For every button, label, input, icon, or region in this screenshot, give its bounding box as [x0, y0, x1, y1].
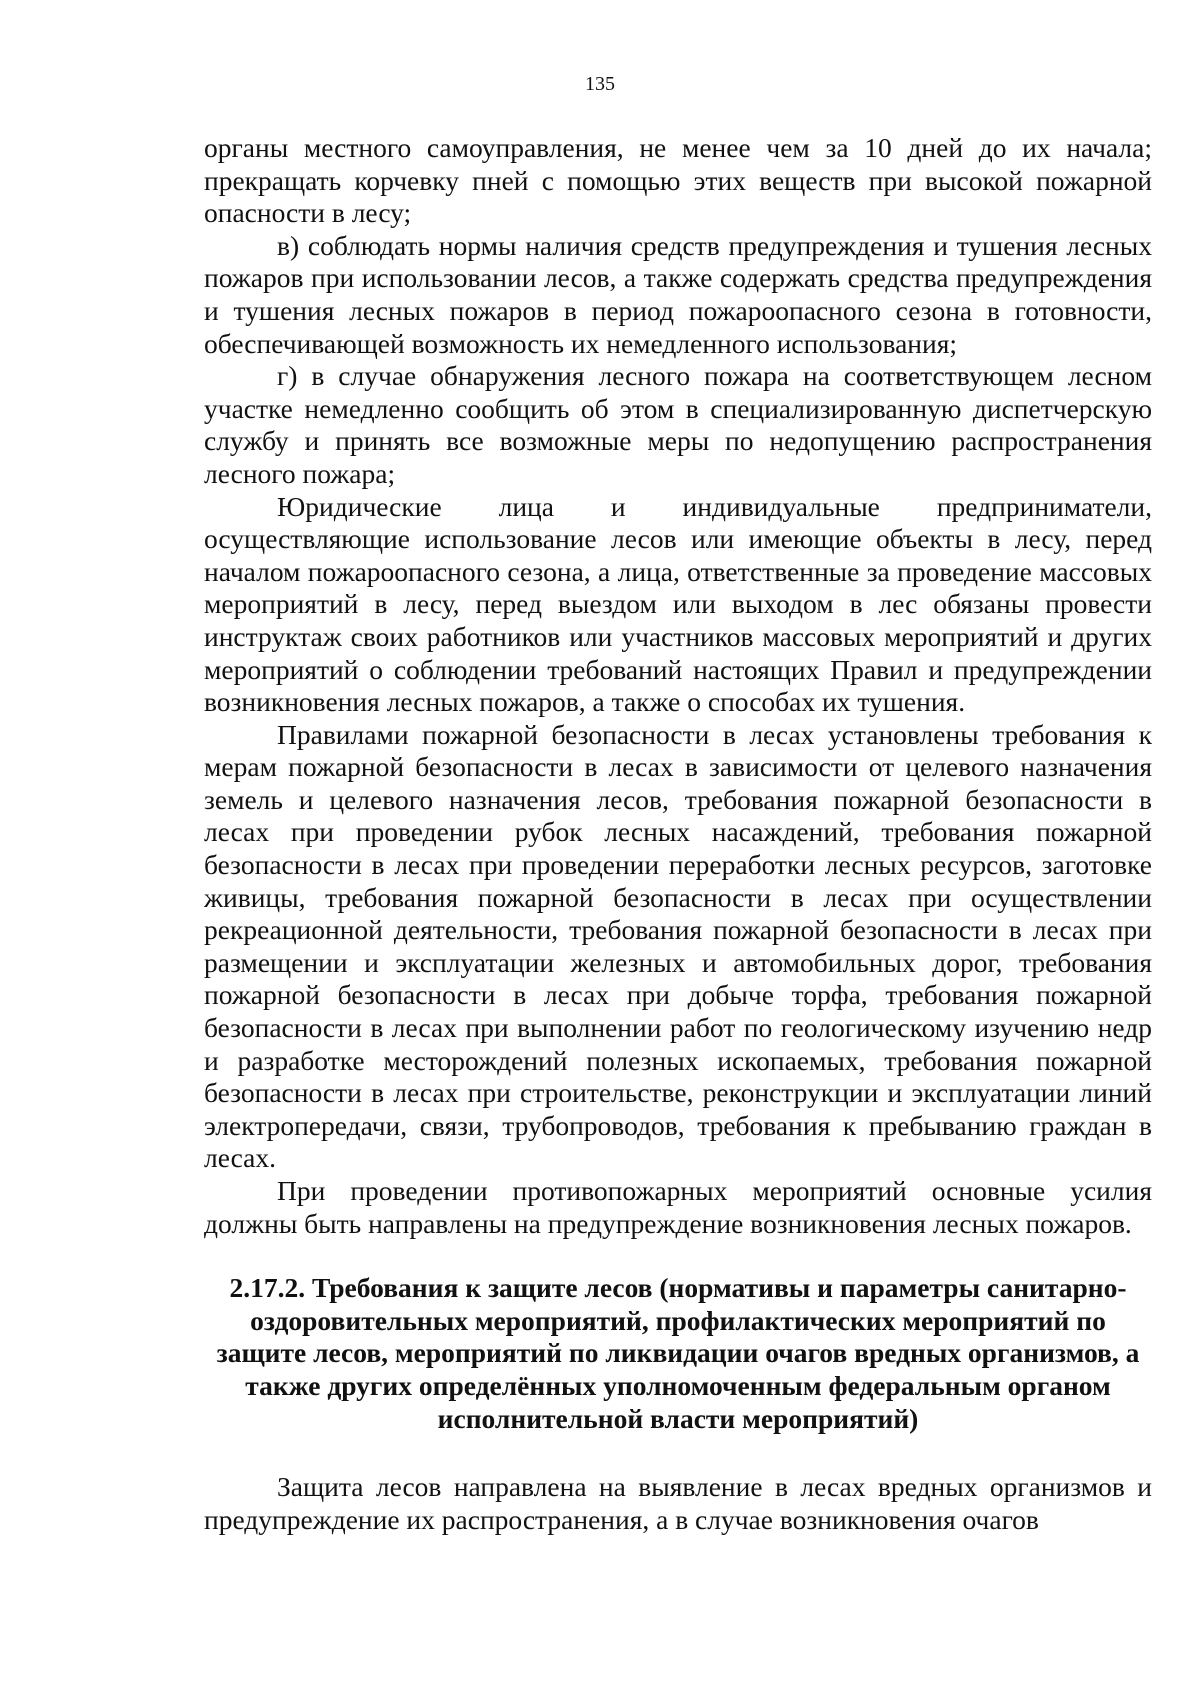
paragraph-forest-protection: Защита лесов направлена на выявление в лесах вредных организмов и предупреждение их распространения, а в случае возникновения очагов	[204, 1471, 1152, 1535]
paragraph-continuation: органы местного самоуправления, не менее чем за 10 дней до их начала; прекращать корчевку пней с помощью этих веществ при высокой пожарной опасности в лесу;	[204, 132, 1152, 229]
paragraph-item-g: г) в случае обнаружения лесного пожара на соответствующем лесном участке немедленно сообщить об этом в специализированную диспетчерскую службу и принять все возможные меры по недопущению распространения лесного пожара;	[204, 360, 1152, 489]
paragraph-item-v: в) соблюдать нормы наличия средств предупреждения и тушения лесных пожаров при использовании лесов, а также содержать средства предупреждения и тушения лесных пожаров в период пожароопасного сезона в готовности, обеспечивающей возможность их немедленного использования;	[204, 229, 1152, 359]
section-heading: 2.17.2. Требования к защите лесов (нормативы и параметры санитарно-оздоровительных мероприятий, профилактических мероприятий по защите лесов, мероприятий по ликвидации очагов вредных организмов, а также других определённых уполномоченным федеральным органом исполнительной власти мероприятий)	[216, 1272, 1140, 1434]
paragraph-legal-entities: Юридические лица и индивидуальные предприниматели, осуществляющие использование лесов или имеющие объекты в лесу, перед началом пожароопасного сезона, а лица, ответственные за проведение массовых мероприятий в лесу, перед выездом или выходом в лес обязаны провести инструктаж своих работников или участников массовых мероприятий и других мероприятий о соблюдении требований настоящих Правил и предупреждении возникновения лесных пожаров, а также о способах их тушения.	[204, 490, 1152, 718]
page-content	[204, 132, 1152, 1536]
paragraph-fire-prevention: При проведении противопожарных мероприятий основные усилия должны быть направлены на предупреждение возникновения лесных пожаров.	[204, 1175, 1152, 1239]
page-number: 135	[585, 73, 615, 95]
paragraph-fire-safety-rules: Правилами пожарной безопасности в лесах установлены требования к мерам пожарной безопасности в лесах в зависимости от целевого назначения земель и целевого назначения лесов, требования пожарной безопасности в лесах при проведении рубок лесных насаждений, требования пожарной безопасности в лесах при проведении переработки лесных ресурсов, заготовке живицы, требования пожарной безопасности в лесах при осуществлении рекреационной деятельности, требования пожарной безопасности в лесах при размещении и эксплуатации железных и автомобильных дорог, требования пожарной безопасности в лесах при добыче торфа, требования пожарной безопасности в лесах при выполнении работ по геологическому изучению недр и разработке месторождений полезных ископаемых, требования пожарной безопасности в лесах при строительстве, реконструкции и эксплуатации линий электропередачи, связи, трубопроводов, требования к пребыванию граждан в лесах.	[204, 718, 1152, 1174]
